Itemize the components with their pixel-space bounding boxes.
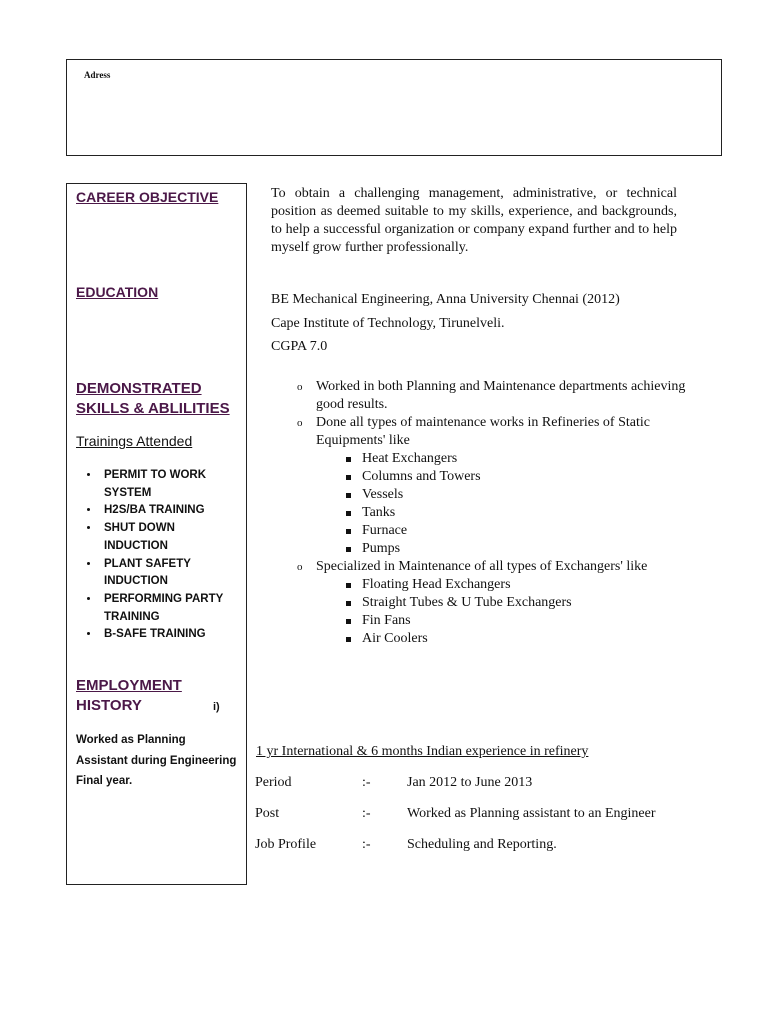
training-item: • PERMIT TO WORK SYSTEM [100,467,300,502]
equipment-item: Pumps [270,540,690,558]
equipment-item: Columns and Towers [270,468,690,486]
employment-heading-line2: HISTORY [76,697,142,714]
skills-list [270,378,690,648]
experience-heading: 1 yr International & 6 months Indian experience in refinery [256,744,589,759]
training-item: • SHUT DOWN INDUCTION [100,520,300,555]
training-item: • H2S/BA TRAINING [100,502,300,520]
equipment-item: Heat Exchangers [270,450,690,468]
skills-heading-line1: DEMONSTRATED [76,380,202,397]
equipment-item: Vessels [270,486,690,504]
address-label: Adress [84,70,111,80]
trainings-list [53,467,300,644]
employment-note: Worked as Planning Assistant during Engineering Final year. [76,734,237,787]
skill-item: o Specialized in Maintenance of all types of Exchangers' like [270,558,690,576]
equipment-item: Furnace [270,522,690,540]
trainings-title: Trainings Attended [76,433,193,449]
exchanger-item: Fin Fans [270,612,690,630]
exchanger-item: Floating Head Exchangers [270,576,690,594]
exchanger-item: Straight Tubes & U Tube Exchangers [270,594,690,612]
career-objective-heading: CAREER OBJECTIVE [76,189,219,205]
experience-row-post: Post :- Worked as Planning assistant to an Engineer [255,806,656,821]
education-degree: BE Mechanical Engineering, Anna University Chennai (2012) [271,292,620,307]
skill-item: o Done all types of maintenance works in Refineries of Static Equipments' like [270,414,690,450]
education-heading: EDUCATION [76,284,159,300]
employment-index: i) [213,701,220,713]
experience-row-job-profile: Job Profile :- Scheduling and Reporting. [255,837,557,852]
skill-item: o Worked in both Planning and Maintenance departments achieving good results. [270,378,690,414]
experience-row-period: Period :- Jan 2012 to June 2013 [255,775,533,790]
skills-heading-line2: SKILLS & ABLILITIES [76,400,230,417]
employment-heading-line1: EMPLOYMENT [76,677,182,694]
employment-heading [76,676,182,716]
skills-heading [76,379,230,419]
address-box [66,59,722,156]
education-details [271,288,620,359]
training-item: • B-SAFE TRAINING [100,626,300,644]
exchanger-item: Air Coolers [270,630,690,648]
objective-text: To obtain a challenging management, administrative, or technical position as deemed suitable to my skills, experience, and backgrounds, to help a successful organization or company expand further and to help myself grow further professionally. [271,186,677,255]
training-item: • PERFORMING PARTY TRAINING [100,591,300,626]
education-cgpa: CGPA 7.0 [271,339,328,354]
training-item: • PLANT SAFETY INDUCTION [100,556,300,591]
education-institute: Cape Institute of Technology, Tirunelveli. [271,315,505,331]
equipment-item: Tanks [270,504,690,522]
